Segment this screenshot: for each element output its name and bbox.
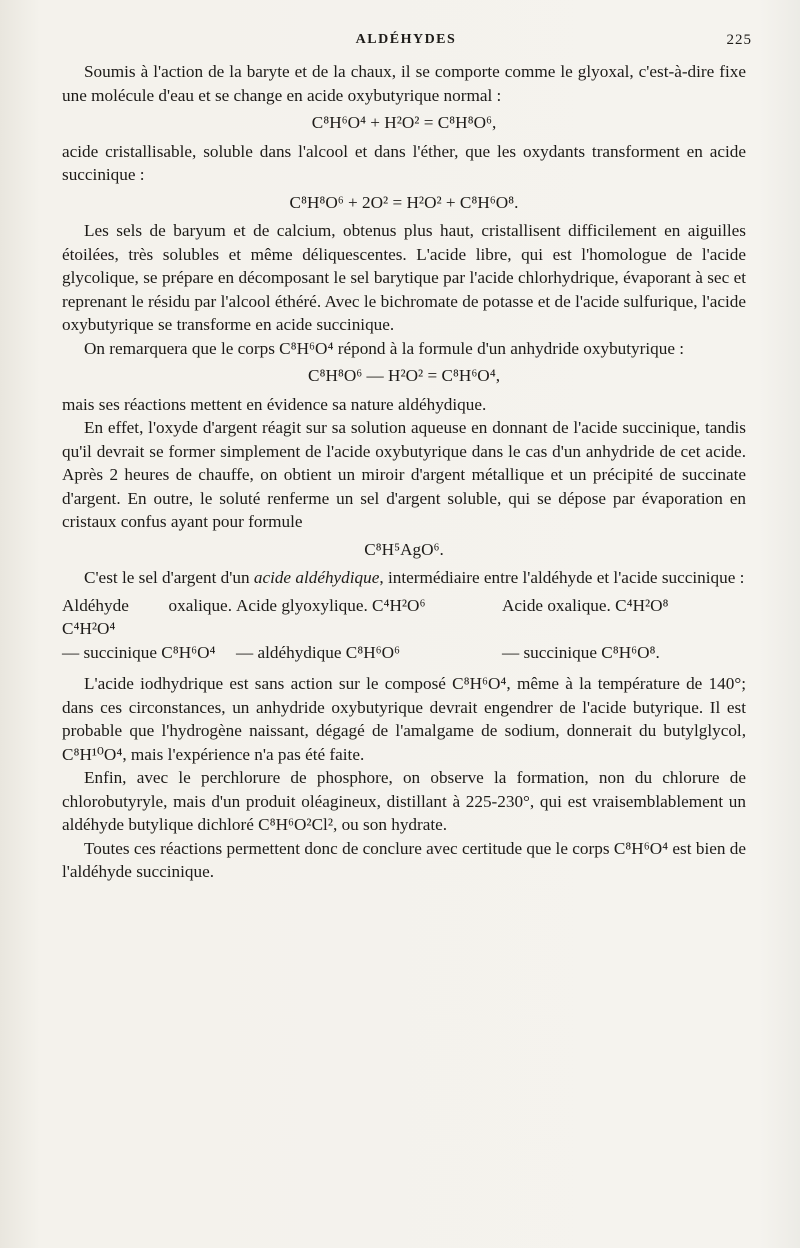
paragraph: acide cristallisable, soluble dans l'alcool et dans l'éther, que les oxydants transforment en acide succinique :	[62, 141, 746, 184]
emphasis: acide aldéhydique	[253, 568, 380, 587]
paragraph: Soumis à l'action de la baryte et de la chaux, il se comporte comme le glyoxal, c'est-à-dire fixe une molécule d'eau et se change en acide oxybutyrique normal :	[62, 62, 746, 105]
paragraph: Toutes ces réactions permettent donc de conclure avec certitude que le corps C⁸H⁶O⁴ est bien de l'aldéhyde succinique.	[62, 838, 746, 881]
formula: C⁸H⁶O⁴ + H²O² = C⁸H⁸O⁶,	[311, 113, 497, 132]
page-number: 225	[726, 32, 752, 48]
running-header	[60, 32, 752, 54]
table-cell: — succinique C⁸H⁶O⁸.	[502, 642, 660, 662]
paragraph: mais ses réactions mettent en évidence sa nature aldéhydique.	[62, 394, 487, 414]
paragraph: Enfin, avec le perchlorure de phosphore, on observe la formation, non du chlorure de chlorobutyryle, mais d'un produit oléagineux, distillant à 225-230°, qui est vraisemblablement un aldéhyde butylique dichloré C⁸H⁶O²Cl², ou son hydrate.	[62, 768, 746, 834]
paragraph: En effet, l'oxyde d'argent réagit sur sa solution aqueuse en donnant de l'acide succinique, tandis qu'il devrait se former simplement de l'acide oxybutyrique dans le cas d'un anhydride de cet acide. Après 2 heures de chauffe, on obtient un miroir d'argent métallique et un précipité de succinate d'argent. En outre, le soluté renferme un sel d'argent soluble, qui se dépose par évaporation en cristaux confus ayant pour formule	[62, 418, 746, 531]
paragraph: On remarquera que le corps C⁸H⁶O⁴ répond à la formule d'un anhydride oxybutyrique :	[84, 338, 685, 358]
table-cell: — succinique C⁸H⁶O⁴	[62, 642, 216, 662]
text-span: , intermédiaire entre l'aldéhyde et l'acide succinique :	[379, 568, 745, 587]
table-cell: — aldéhydique C⁸H⁶O⁶	[236, 642, 401, 662]
table-cell: Acide oxalique. C⁴H²O⁸	[502, 595, 669, 615]
table-cell: Aldéhyde oxalique. C⁴H²O⁴	[62, 595, 232, 638]
running-title: ALDÉHYDES	[355, 32, 457, 47]
paragraph: L'acide iodhydrique est sans action sur le composé C⁸H⁶O⁴, même à la température de 140°; dans ces circonstances, un anhydride oxybutyrique devrait engendrer de l'acide butyrique. Il est probable que l'hydrogène naissant, dégagé de l'amalgame de sodium, donnerait du butylglycol, C⁸H¹⁰O⁴, mais l'expérience n'a pas été faite.	[62, 674, 746, 764]
paragraph: Les sels de baryum et de calcium, obtenus plus haut, cristallisent difficilement en aiguilles étoilées, très solubles et même déliquescentes. L'acide libre, qui est l'homologue de l'acide glycolique, se prépare en décomposant le sel barytique par l'acide chlorhydrique, évaporant à sec et reprenant le résidu par l'alcool éthéré. Avec le bichromate de potasse et de l'acide sulfurique, l'acide oxybutyrique se transforme en acide succinique.	[62, 221, 746, 334]
body-text	[62, 60, 746, 884]
formula: C⁸H⁸O⁶ — H²O² = C⁸H⁶O⁴,	[307, 366, 501, 385]
comparison-table	[62, 594, 746, 665]
text-span: C'est le sel d'argent d'un	[84, 568, 254, 587]
paragraph	[62, 566, 746, 590]
table-cell: Acide glyoxylique. C⁴H²O⁶	[236, 595, 426, 615]
formula: C⁸H⁸O⁶ + 2O² = H²O² + C⁸H⁶O⁸.	[289, 192, 519, 212]
formula: C⁸H⁵AgO⁶.	[364, 539, 444, 559]
